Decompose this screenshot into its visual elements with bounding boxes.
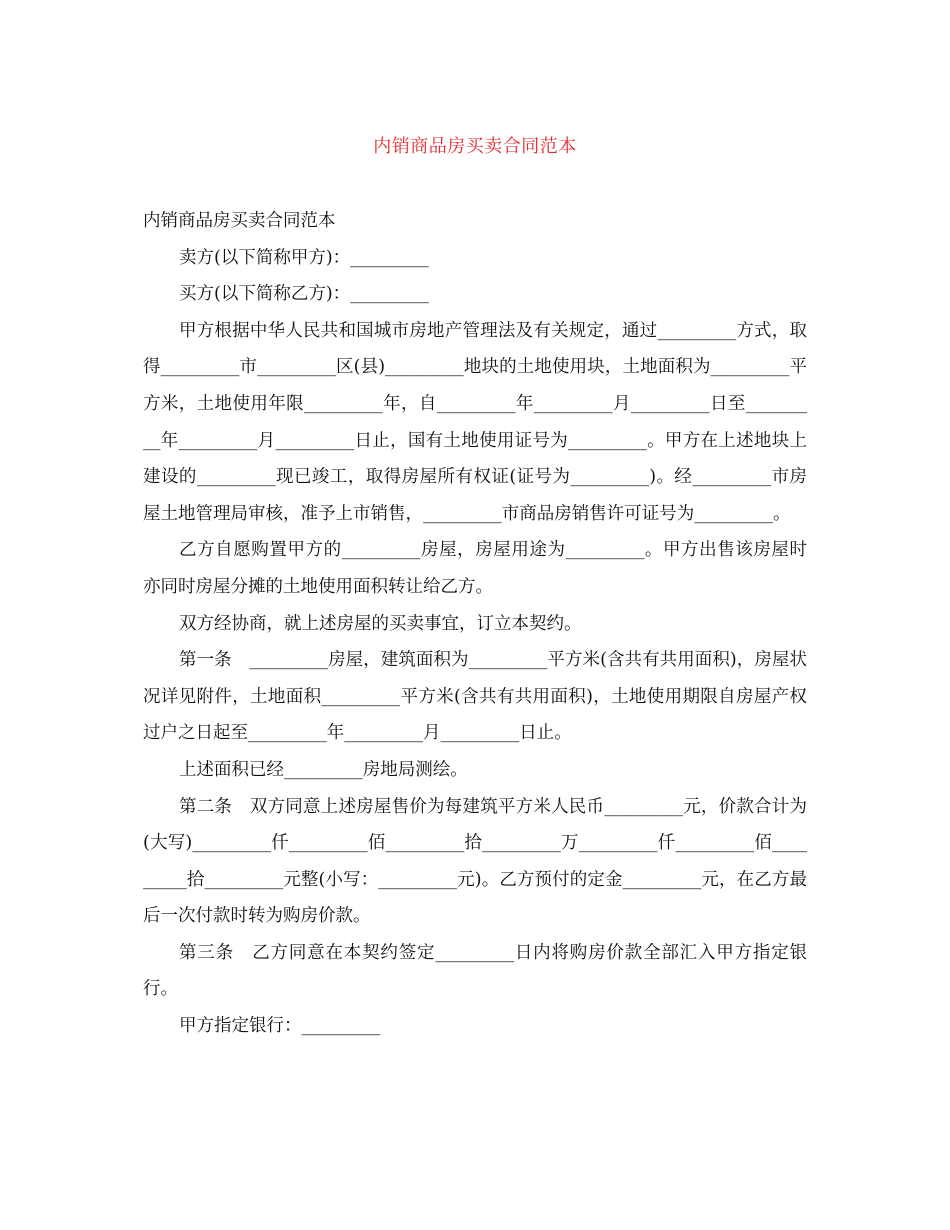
document-body — [143, 203, 807, 1045]
purchase-paragraph: 乙方自愿购置甲方的_________房屋，房屋用途为_________。甲方出售该房屋时亦同时房屋分摊的土地使用面积转让给乙方。 — [143, 540, 807, 597]
article-two: 第二条 双方同意上述房屋售价为每建筑平方米人民币_________元，价款合计为(大写)_________仟_________佰_________拾_________万_________仟_________佰_________拾_________元整(小写：_________元)。乙方预付的定金_________元，在乙方最后一次付款时转为购房价款。 — [143, 796, 807, 927]
survey-paragraph: 上述面积已经_________房地局测绘。 — [179, 759, 468, 780]
designated-bank-line: 甲方指定银行：_________ — [179, 1016, 381, 1037]
seller-line: 卖方(以下简称甲方)：_________ — [179, 247, 429, 268]
agreement-paragraph: 双方经协商，就上述房屋的买卖事宜，订立本契约。 — [179, 613, 582, 634]
buyer-line: 买方(以下简称乙方)：_________ — [179, 284, 429, 305]
article-three: 第三条 乙方同意在本契约签定_________日内将购房价款全部汇入甲方指定银行。 — [143, 942, 807, 1000]
document-title: 内销商品房买卖合同范本 — [373, 136, 577, 157]
body-heading: 内销商品房买卖合同范本 — [143, 211, 336, 231]
land-paragraph: 甲方根据中华人民共和国城市房地产管理法及有关规定，通过_________方式，取得_________市_________区(县)_________地块的土地使用块，土地面积为_________平方米，土地使用年限_________年，自_________年_________月_________日至_________年_________月_________日止，国有土地使用证号为_________。甲方在上述地块上建设的_________现已竣工，取得房屋所有权证(证号为_________)。经_________市房屋土地管理局审核，准予上市销售，_________市商品房销售许可证号为_________。 — [143, 320, 807, 524]
article-one: 第一条 _________房屋，建筑面积为_________平方米(含共有共用面积)，房屋状况详见附件，土地面积_________平方米(含共有共用面积)，土地使用期限自房屋产权过户之日起至_________年_________月_________日止。 — [143, 650, 807, 744]
